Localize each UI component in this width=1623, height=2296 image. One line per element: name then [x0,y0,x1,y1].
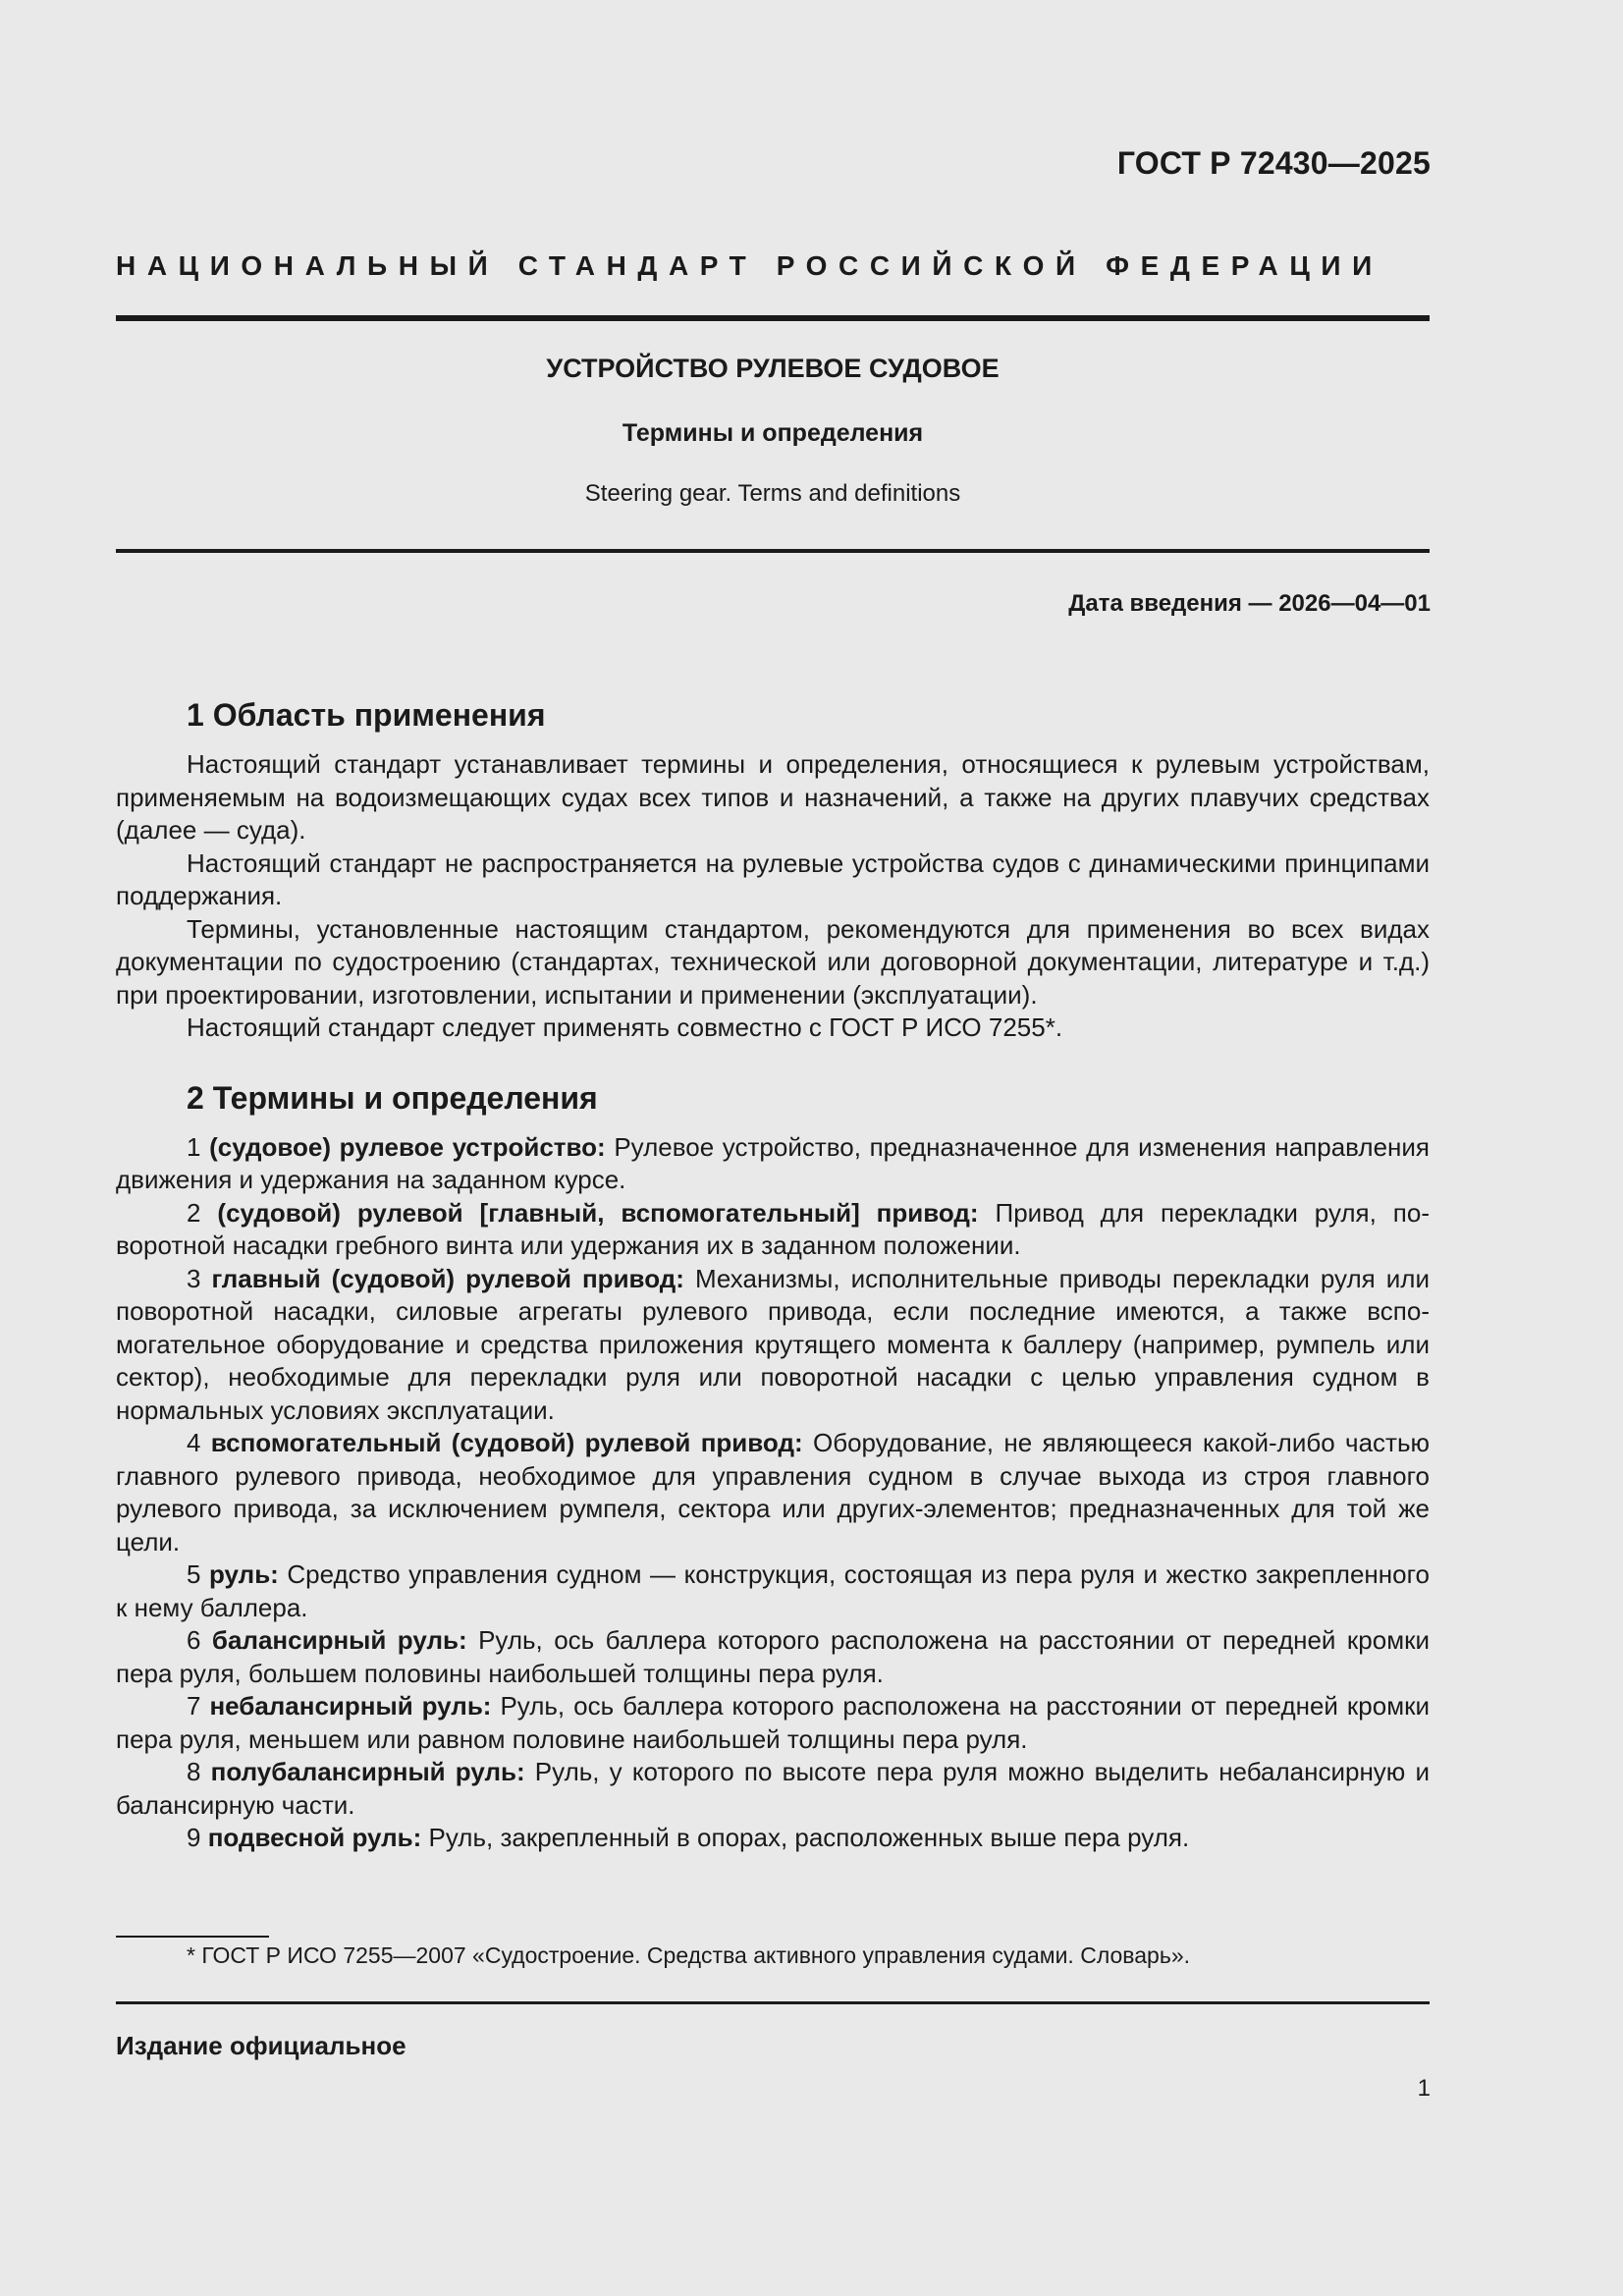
term-number: 6 [187,1625,201,1655]
term-definition: Оборудование, не являющееся какой-либо частью главного рулевого привода, необходимое для управления судном в случае выхода из строя главного рулевого привода, за исключением румпеля, сектора или других-элементов; предназначенных для той же цели. [116,1428,1430,1557]
term-entry [116,1624,1430,1690]
term-number: 7 [187,1691,201,1721]
paragraph: Настоящий стандарт не распространяется на рулевые устройства судов с динамическими принципами поддержания. [116,847,1430,910]
document-code: ГОСТ Р 72430—2025 [1116,145,1431,181]
term-name: небалансирный руль: [209,1691,492,1721]
term-entry [116,1822,1430,1855]
footnote-separator [116,1936,269,1938]
term-name: руль: [209,1559,279,1589]
term-entry [116,1427,1430,1558]
term-number: 5 [187,1559,201,1589]
term-entry [116,1131,1430,1197]
footnote: * ГОСТ Р ИСО 7255—2007 «Судостроение. Средства активного управления судами. Словарь». [187,1942,1190,1968]
footer-rule [116,2001,1430,2004]
term-definition: Руль, ось баллера которого расположена на расстоянии от передней кромки пера руля, меньшем или равном половине наибольшей толщины пера руля. [116,1691,1430,1754]
term-definition: Рулевое устройство, предназначенное для изменения направления движения и удержания на заданном курсе. [116,1131,1430,1194]
term-name: (судовое) рулевое устройство: [209,1131,606,1162]
national-standard-banner: НАЦИОНАЛЬНЫЙ СТАНДАРТ РОССИЙСКОЙ ФЕДЕРАЦИИ [116,250,1383,281]
official-edition-label: Издание официальное [116,2031,406,2060]
term-entry [116,1558,1430,1624]
term-number: 1 [187,1131,201,1162]
term-entry [116,1756,1430,1822]
term-number: 2 [187,1197,201,1228]
term-name: главный (судовой) рулевой привод: [211,1263,684,1293]
english-title: Steering gear. Terms and definitions [584,480,961,507]
term-definition: Привод для перекладки руля, поворотной насадки гребного винта или удержания их в заданном положении. [116,1197,1430,1260]
paragraph: Настоящий стандарт устанавливает термины и определения, относящиеся к рулевым устройствам, применяемым на водоизмещающих судах всех типов и назначений, а также на других плавучих средствах (далее — суда). [116,749,1430,845]
section-2-heading: 2 Термины и определения [187,1079,598,1116]
term-definition: Руль, у которого по высоте пера руля можно выделить небалансирную и балансирную части. [116,1757,1430,1820]
page-number: 1 [1417,2075,1431,2102]
term-name: балансирный руль: [211,1625,467,1655]
document-title: УСТРОЙСТВО РУЛЕВОЕ СУДОВОЕ [546,354,1000,383]
section-1-heading: 1 Область применения [187,697,546,733]
term-definition: Средство управления судном — конструкция, состоящая из пера руля и жестко закрепленного к нему баллера. [116,1559,1430,1622]
term-number: 3 [187,1263,201,1293]
term-entry [116,1197,1430,1263]
paragraph: Настоящий стандарт следует применять совместно с ГОСТ Р ИСО 7255*. [187,1012,1063,1042]
introduction-date: Дата введения — 2026—04—01 [1068,590,1431,617]
term-entry [116,1690,1430,1756]
document-subtitle: Термины и определения [622,419,924,447]
term-number: 4 [187,1428,201,1457]
top-rule [116,315,1430,321]
title-bottom-rule [116,549,1430,553]
term-number: 9 [187,1823,201,1852]
term-name: полубалансирный руль: [210,1757,525,1786]
paragraph: Термины, установленные настоящим стандартом, рекомендуются для применения во всех видах документации по судостроению (стандартах, технической или договорной документации, литературе и т.д.) при проектировании, изготовлении, испытании и применении (эксплуатации). [116,913,1430,1010]
term-definition: Руль, ось баллера которого расположена на расстоянии от передней кромки пера руля, большем половины наибольшей толщины пера руля. [116,1625,1430,1688]
term-definition: Руль, закрепленный в опорах, расположенных выше пера руля. [428,1823,1190,1852]
term-number: 8 [187,1757,201,1786]
term-name: подвесной руль: [207,1823,422,1852]
term-entry [116,1263,1430,1428]
document-body [116,695,1430,1855]
term-name: (судовой) рулевой [главный, вспомогательный] привод: [217,1197,979,1228]
term-name: вспомогательный (судовой) рулевой привод: [210,1428,803,1457]
term-definition: Механизмы, исполнительные приводы перекладки руля или поворотной насадки, силовые агрегаты рулевого привода, если последние имеются, а также вспомогательное оборудование и средства приложения крутящего момента к баллеру (например, румпель или сектор), необходимые для перекладки руля или поворотной насадки с целью управления судном в нормальных условиях эксплуатации. [116,1263,1431,1425]
